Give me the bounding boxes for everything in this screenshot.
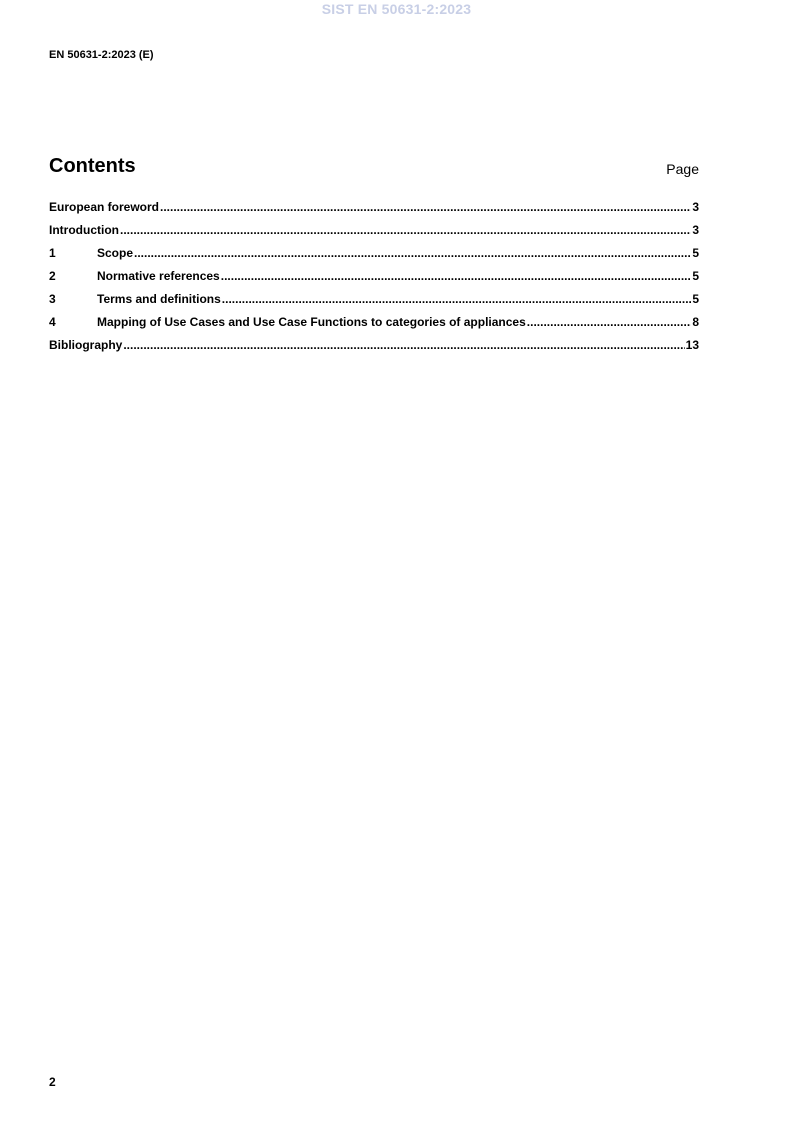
toc-entry-title: Introduction <box>49 223 119 237</box>
toc-entry-title: Mapping of Use Cases and Use Case Functions to categories of appliances <box>97 315 526 329</box>
document-id: EN 50631-2:2023 (E) <box>49 49 154 61</box>
toc-entry-page: 13 <box>685 338 699 352</box>
toc-entry-title: Normative references <box>97 269 220 283</box>
contents-title: Contents <box>49 155 136 177</box>
toc-entry-terms-and-definitions[interactable] <box>49 292 699 315</box>
toc-entry-title: Terms and definitions <box>97 292 221 306</box>
toc-leader-dots <box>222 292 692 306</box>
toc-entry-european-foreword[interactable] <box>49 200 699 223</box>
toc-entry-introduction[interactable] <box>49 223 699 246</box>
toc-leader-dots <box>134 246 691 260</box>
toc-entry-title: Scope <box>97 246 134 260</box>
toc-leader-dots <box>221 269 692 283</box>
toc-leader-dots <box>160 200 691 214</box>
toc-entry-page: 8 <box>692 315 699 329</box>
toc-leader-dots <box>120 223 691 237</box>
contents-header <box>49 155 699 181</box>
toc-entry-number: 3 <box>49 292 56 306</box>
toc-entry-page: 3 <box>692 223 699 237</box>
page-number: 2 <box>49 1075 56 1089</box>
toc-entry-normative-references[interactable] <box>49 269 699 292</box>
toc-entry-title: Bibliography <box>49 338 123 352</box>
toc-entry-mapping-of-use-cases[interactable] <box>49 315 699 338</box>
watermark: SIST EN 50631-2:2023 <box>321 1 472 17</box>
toc-entry-number: 4 <box>49 315 56 329</box>
toc-leader-dots <box>527 315 692 329</box>
toc-entry-number: 1 <box>49 246 56 260</box>
toc-entry-page: 5 <box>692 292 699 306</box>
page-column-label: Page <box>666 161 699 177</box>
toc-entry-title: European foreword <box>49 200 160 214</box>
toc-entry-page: 3 <box>692 200 699 214</box>
toc-entry-scope[interactable] <box>49 246 699 269</box>
toc-entry-page: 5 <box>692 269 699 283</box>
toc-entry-number: 2 <box>49 269 56 283</box>
table-of-contents <box>49 200 699 361</box>
toc-entry-bibliography[interactable] <box>49 338 699 361</box>
toc-entry-page: 5 <box>692 246 699 260</box>
toc-leader-dots <box>123 338 684 352</box>
